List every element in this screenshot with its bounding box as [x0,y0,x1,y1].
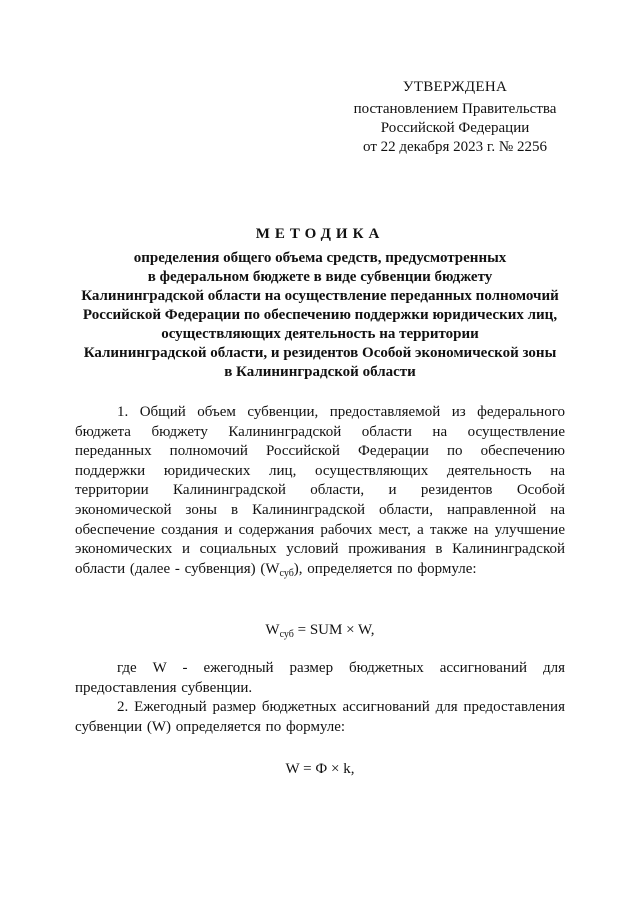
title-line: в Калининградской области [224,364,416,380]
approval-line-3: от 22 декабря 2023 г. № 2256 [363,139,547,155]
formula-1-right: = SUM × W, [293,622,375,638]
formula-1-left: W [265,622,280,638]
title-line: Российской Федерации по обеспечению поддержки юридических лиц, [82,307,558,323]
paragraph-1-subscript: суб [279,567,294,579]
title-line: определения общего объема средств, предусмотренных [133,250,507,266]
title-line: в федеральном бюджете в виде субвенции бюджету [147,269,493,285]
paragraph-1-tail: ), определяется по формуле: [293,560,477,577]
paragraph-1 [75,403,565,583]
title-line: Калининградской области на осуществление переданных полномочий [81,288,559,304]
document-title [60,249,580,382]
approval-stamp [340,78,570,157]
title-line: осуществляющих деятельность на территории [161,326,479,342]
formula-1 [75,621,565,645]
paragraph-3 [75,698,565,737]
paragraph-2-text: где W - ежегодный размер бюджетных ассигнований для предоставления субвенции. [75,660,565,696]
paragraph-1-text: 1. Общий объем субвенции, предоставляемой из федерального бюджета бюджету Калининградской области на осуществление переданных полномочий Российской Федерации по обеспечению поддержки юридических лиц, осуществляющих деятельность на территории Калининградской области, и резидентов Особой экономической зоны в Калининградской области, направленной на обеспечение создания и содержания рабочих мест, а также на улучшение экономических и социальных условий проживания в Калининградской области (далее - субвенция) (W [75,404,565,577]
paragraph-2 [75,659,565,698]
document-heading: МЕТОДИКА [255,226,385,242]
approval-title: УТВЕРЖДЕНА [402,79,508,95]
paragraph-3-text: 2. Ежегодный размер бюджетных ассигнований для предоставления субвенции (W) определяется по формуле: [75,699,565,735]
approval-line-1: постановлением Правительства [353,101,557,117]
formula-2-text: W = Ф × k, [285,761,355,777]
formula-1-subscript: суб [279,629,294,640]
title-line: Калининградской области, и резидентов Особой экономической зоны [83,345,557,361]
formula-2 [75,760,565,780]
approval-line-2: Российской Федерации [380,120,530,136]
